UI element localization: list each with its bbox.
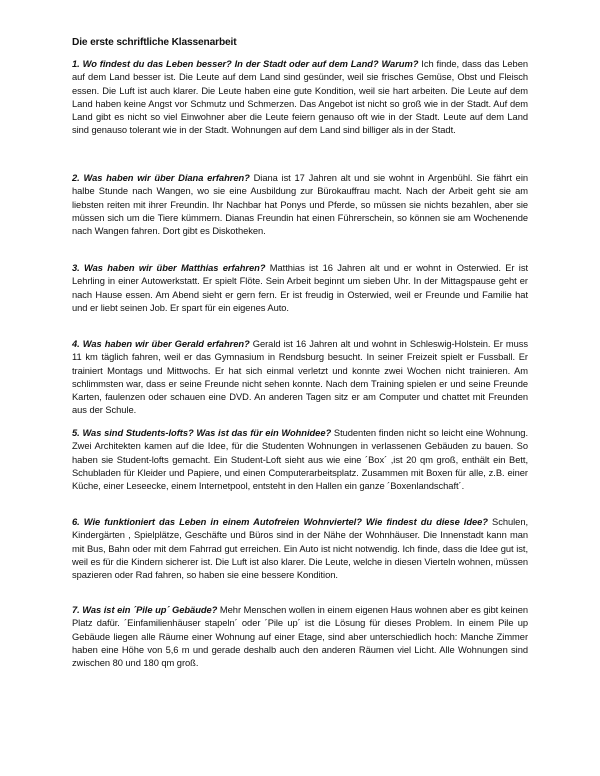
section-1 (72, 58, 528, 138)
answer-7: Mehr Menschen wollen in einem eigenen Haus wohnen aber es gibt keinen Platz dafür. ´Einfamilienhäuser stapeln´ oder ´Pile up´ ist die Lösung für dieses Problem. In einem Pile up Gebäude liegen alle Räume einer Wohnung auf einer Etage, sind aber unterschiedlich hoch: Manche Zimmer haben eine Höhe von 5,6 m und gerade deshalb auch den anderen Räumen viel Licht. Alle Wohnungen sind zwischen 80 und 180 qm groß. (72, 605, 528, 669)
answer-6: Schulen, Kindergärten , Spielplätze, Geschäfte und Büros sind in der Nähe der Wohnhäuser. Die Innenstadt kann man mit Bus, Bahn oder mit dem Fahrrad gut erreichen. Ein Auto ist nicht notwendig. Ich finde, dass die Idee gut ist, weil es für die Kindern sicherer ist. Die Luft ist also klarer. Die Leute, welche in diesen Vierteln wohnen, müssen spazieren oder Rad fahren, so haben sie eine bessere Kondition. (72, 517, 529, 581)
question-1: 1. Wo findest du das Leben besser? In der Stadt oder auf dem Land? Warum? (72, 59, 419, 69)
answer-5: Studenten finden nicht so leicht eine Wohnung. Zwei Architekten kamen auf die Idee, für die Studenten Wohnungen in verlassenen Gebäuden zu bauen. So haben sie Student-lofts gemacht. Ein Student-Loft sieht aus wie eine ´Box´ ,ist 20 qm groß, enthält ein Bett, Schubladen für Kleider und Papiere, und einen Computerarbeitsplatz. Zusammen mit Boxen für alle, z.B. einer Küche, einer Leseecke, einem Internetpool, entsteht in den Hallen ein ganze ´Boxenlandschaft´. (72, 428, 528, 492)
question-5: 5. Was sind Students-lofts? Was ist das für ein Wohnidee? (72, 428, 332, 438)
question-7: 7. Was ist ein ´Pile up´ Gebäude? (72, 605, 218, 615)
section-5 (72, 427, 528, 493)
question-4: 4. Was haben wir über Gerald erfahren? (72, 339, 250, 349)
question-2: 2. Was haben wir über Diana erfahren? (72, 173, 250, 183)
answer-4: Gerald ist 16 Jahren alt und wohnt in Schleswig-Holstein. Er muss 11 km täglich fahren, weil er das Gymnasium in Rendsburg besucht. In seiner Freizeit spielt er Fussball. Er trainiert Montags und Mittwochs. Er hat sich einmal verletzt und konnte zwei Wochen nicht trainieren. Am schlimmsten war, dass er seine Freunde nicht sehen konnte. Nach dem Training spielen er und seine Freunde Karten, faulenzen oder schauen eine DVD. An anderen Tagen sitz er am Computer und chattet mit Freunden aus der Schule. (72, 339, 528, 416)
answer-2: Diana ist 17 Jahren alt und sie wohnt in Argenbühl. Sie fährt ein halbe Stunde nach Wangen, wo sie eine Ausbildung zur Bürokauffrau macht. Nach der Arbeit geht sie am liebsten reiten mit ihrer Freundin. Ihr Nachbar hat Ponys und Pferde, so müssen sie nichts bezahlen, aber sie müssen sich um die Tiere kümmern. Dianas Freundin hat einen Führerschein, so können sie am Wochenende nach Wangen fahren. Dort gibt es Diskotheken. (72, 173, 529, 237)
document-title: Die erste schriftliche Klassenarbeit (72, 37, 237, 48)
section-4 (72, 338, 528, 418)
section-2 (72, 172, 528, 238)
question-3: 3. Was haben wir über Matthias erfahren? (72, 263, 266, 273)
section-3 (72, 262, 528, 315)
section-7 (72, 604, 528, 670)
answer-3: Matthias ist 16 Jahren alt und er wohnt in Osterwied. Er ist Lehrling in einer Autowerkstatt. Er spielt Flöte. Sein Arbeit beginnt um sieben Uhr. In der Mittagspause geht er nach Hause essen. Am Abend sieht er gern fern. Er ist freudig in Osterwied, weil er Freunde und Familie hat und er liebt seinen Job. Er spart für ein eigenes Auto. (72, 263, 529, 313)
section-6 (72, 516, 528, 582)
answer-1: Ich finde, dass das Leben auf dem Land besser ist. Die Leute auf dem Land sind gesünder, weil sie frisches Gemüse, Obst und Fleisch essen. Die Luft ist auch klarer. Die Leute haben eine gute Kondition, weil sie hart arbeiten. Die Leute auf dem Land haben keine Angst vor Schmutz und Schmerzen. Das Angebot ist nicht so groß wie in der Stadt. Auf dem Land gibt es nicht so viel Einwohner aber die Leute feiern genauso oft wie in der Stadt. Leute auf dem Land sind genauso tolerant wie in der Stadt. Wohnungen auf dem Land sind billiger als in der Stadt. (72, 59, 528, 136)
question-6: 6. Wie funktioniert das Leben in einem Autofreien Wohnviertel? Wie findest du diese Idee? (72, 517, 488, 527)
